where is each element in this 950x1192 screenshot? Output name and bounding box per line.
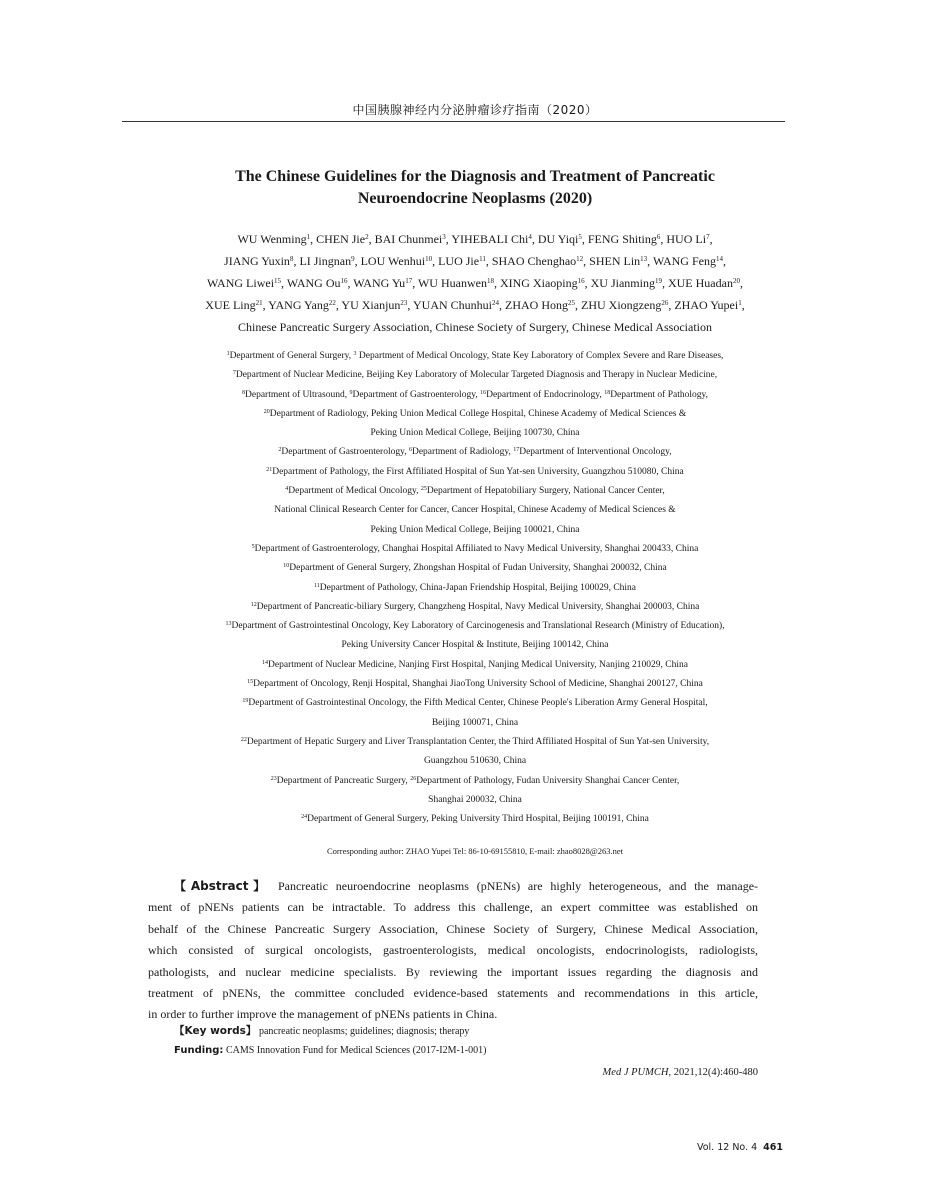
affiliation-text: Department of Pathology, China-Japan Friendship Hospital, Beijing 100029, China xyxy=(319,582,637,593)
page-footer xyxy=(697,1142,783,1153)
abstract-text: pathologists, and nuclear medicine specialists. By reviewing the important issues regarding the diagnosis and xyxy=(148,964,758,979)
affiliation-number: 8 xyxy=(242,389,245,396)
affiliation-text: Department of Pathology, Fudan University Shanghai Cancer Center, xyxy=(416,775,680,786)
author-name: SHAO Chenghao xyxy=(491,254,577,268)
affiliation-number: 19 xyxy=(242,698,249,705)
affiliation-number: 11 xyxy=(313,582,320,589)
abstract-text: behalf of the Chinese Pancreatic Surgery Association, Chinese Society of Surgery, Chinese Medical Association, xyxy=(148,921,758,936)
affiliation-text: Department of Gastroenterology, xyxy=(352,389,481,400)
author-name: XUE Huadan xyxy=(667,276,733,290)
abstract-line xyxy=(148,983,758,1004)
author-name: CHEN Jie xyxy=(316,232,366,246)
abstract-text: in order to further improve the management of pNENs patients in China. xyxy=(148,1007,498,1022)
affiliation-number: 7 xyxy=(232,370,236,377)
affiliation-line xyxy=(90,598,860,617)
affiliation-text: National Clinical Research Center for Cancer, Cancer Hospital, Chinese Academy of Medical Sciences & xyxy=(274,505,676,516)
affiliation-text: Department of Oncology, Renji Hospital, Shanghai JiaoTong University School of Medicine, Shanghai 200127, China xyxy=(253,679,703,690)
affiliation-marker: 10 xyxy=(425,255,433,263)
author-name: YIHEBALI Chi xyxy=(451,232,529,246)
affiliation-line xyxy=(90,714,860,733)
affiliation-line xyxy=(90,810,860,829)
affiliation-number: 17 xyxy=(513,447,520,454)
affiliation-number: 20 xyxy=(263,408,270,415)
title-line: The Chinese Guidelines for the Diagnosis and Treatment of Pancreatic xyxy=(235,168,715,185)
author-list xyxy=(100,228,850,338)
affiliation-text: Department of Radiology, Peking Union Medical College Hospital, Chinese Academy of Medical Sciences & xyxy=(269,408,687,419)
author-name: LOU Wenhui xyxy=(360,254,426,268)
affiliation-marker: 26 xyxy=(661,299,669,307)
affiliation-text: Department of Gastrointestinal Oncology, the Fifth Medical Center, Chinese People's Liberation Army General Hospital, xyxy=(248,698,708,709)
author-name: BAI Chunmei xyxy=(374,232,443,246)
affiliation-line xyxy=(90,424,860,443)
affiliation-number: 4 xyxy=(285,486,289,493)
author-name: YU Xianjun xyxy=(341,298,401,312)
affiliation-text: Guangzhou 510630, China xyxy=(423,756,527,767)
affiliation-line xyxy=(90,694,860,713)
affiliation-line xyxy=(90,579,860,598)
affiliation-text: Peking University Cancer Hospital & Institute, Beijing 100142, China xyxy=(341,640,609,651)
affiliation-line xyxy=(90,752,860,771)
affiliation-line xyxy=(90,347,860,366)
affiliation-number: 6 xyxy=(408,447,412,454)
affiliation-number: 21 xyxy=(266,466,273,473)
affiliation-marker: 8 xyxy=(289,255,294,263)
affiliation-marker: 17 xyxy=(405,277,413,285)
affiliation-line xyxy=(90,772,860,791)
abstract-line xyxy=(148,962,758,983)
author-name: XU Jianming xyxy=(590,276,655,290)
author-name: WANG Yu xyxy=(353,276,406,290)
affiliation-line xyxy=(90,791,860,810)
affiliation-line xyxy=(90,521,860,540)
affiliation-number: 18 xyxy=(604,389,611,396)
affiliation-marker: 3 xyxy=(442,233,446,241)
author-line: WANG Liwei$^{15}$, WANG Ou$^{16}$, WANG Yu$^{17}$, WU Huanwen$^{18}$, XING Xiaoping$^{16}$, XU Jianming$^{19}$, XUE Huadan$^{20}$, xyxy=(207,276,743,290)
affiliation-line xyxy=(90,366,860,385)
affiliation-line xyxy=(90,540,860,559)
abstract-line xyxy=(148,940,758,961)
funding xyxy=(174,1045,486,1056)
affiliation-number: 1 xyxy=(226,351,230,357)
author-name: WANG Feng xyxy=(652,254,716,268)
affiliation-number: 24 xyxy=(301,814,308,821)
affiliation-marker: 18 xyxy=(486,277,494,285)
affiliation-line xyxy=(90,482,860,501)
author-line: XUE Ling$^{21}$, YANG Yang$^{22}$, YU Xianjun$^{23}$, YUAN Chunhui$^{24}$, ZHAO Hong$^{25}$, ZHU Xiongzeng$^{26}$, ZHAO Yupei$^1$, xyxy=(205,298,745,312)
affiliation-marker: 9 xyxy=(351,255,355,263)
affiliation-line xyxy=(90,405,860,424)
author-name: WU Wenming xyxy=(237,232,307,246)
affiliation-number: 16 xyxy=(480,389,487,396)
affiliation-number: 10 xyxy=(283,563,290,570)
footer-volume: Vol. 12 No. 4 xyxy=(696,1142,758,1153)
affiliation-marker: 16 xyxy=(340,277,348,285)
affiliation-number: 12 xyxy=(250,601,257,608)
keywords-label: 【Key words】 xyxy=(174,1025,257,1037)
affiliation-text: Department of Gastroenterology, xyxy=(281,447,409,458)
affiliation-text: Department of Pathology, the First Affiliated Hospital of Sun Yat-sen University, Guangzhou 510080, China xyxy=(272,466,684,477)
abstract-label: 【Abstract】 xyxy=(174,879,271,893)
corresponding-author: Corresponding author: ZHAO Yupei Tel: 86-10-69155810, E-mail: zhao8028@263.net xyxy=(327,846,623,856)
author-name: YUAN Chunhui xyxy=(412,298,492,312)
affiliation-text: Department of Interventional Oncology, xyxy=(519,447,672,458)
affiliation-marker: 5 xyxy=(578,233,582,241)
affiliation-marker: 1 xyxy=(738,299,742,307)
page-number: 461 xyxy=(763,1142,783,1153)
affiliation-marker: 12 xyxy=(576,255,584,263)
affiliation-text: Department of General Surgery, Zhongshan Hospital of Fudan University, Shanghai 200032, China xyxy=(289,563,667,574)
author-line: JIANG Yuxin$^8$, LI Jingnan$^9$, LOU Wenhui$^{10}$, LUO Jie$^{11}$, SHAO Chenghao$^{12}$, SHEN Lin$^{13}$, WANG Feng$^{14}$, xyxy=(224,254,726,268)
author-name: FENG Shiting xyxy=(587,232,657,246)
affiliation-marker: 16 xyxy=(577,277,585,285)
abstract xyxy=(148,876,758,1026)
author-line: WU Wenming$^1$, CHEN Jie$^2$, BAI Chunmei$^3$, YIHEBALI Chi$^4$, DU Yiqi$^5$, FENG Shiting$^6$, HUO Li$^7$, xyxy=(237,232,713,246)
affiliation-text: Department of General Surgery, Peking University Third Hospital, Beijing 100191, China xyxy=(307,814,649,825)
affiliation-text: Department of Hepatic Surgery and Liver Transplantation Center, the Third Affiliated Hospital of Sun Yat-sen University, xyxy=(246,736,710,747)
affiliation-marker: 2 xyxy=(365,233,369,241)
affiliation-text: Department of Nuclear Medicine, Beijing Key Laboratory of Molecular Targeted Diagnosis and Therapy in Nuclear Medicine, xyxy=(235,370,718,381)
citation-details: 2021,12(4):460-480 xyxy=(671,1067,758,1078)
affiliation-marker: 20 xyxy=(732,277,740,285)
affiliation-marker: 1 xyxy=(306,233,311,241)
affiliation-text: Department of Gastrointestinal Oncology, Key Laboratory of Carcinogenesis and Translational Research (Ministry of Education), xyxy=(231,621,725,632)
affiliation-text: Department of Hepatobiliary Surgery, National Cancer Center, xyxy=(426,486,665,497)
abstract-line xyxy=(148,876,758,897)
author-name: XUE Ling xyxy=(205,298,256,312)
author-name: ZHAO Yupei xyxy=(674,298,739,312)
author-name: LI Jingnan xyxy=(299,254,352,268)
affiliation-marker: 4 xyxy=(528,233,532,241)
abstract-text: ment of pNENs patients can be intractable. To address this challenge, an expert committee was established on xyxy=(148,900,758,915)
affiliation-marker: 7 xyxy=(706,233,710,241)
affiliation-marker: 11 xyxy=(479,255,486,263)
citation-journal: Med J PUMCH, xyxy=(602,1067,672,1078)
affiliation-line xyxy=(90,733,860,752)
affiliation-marker: 23 xyxy=(400,299,408,307)
affiliations xyxy=(90,347,860,829)
author-name: XING Xiaoping xyxy=(499,276,578,290)
affiliation-line xyxy=(90,386,860,405)
author-name: WU Huanwen xyxy=(417,276,487,290)
affiliation-text: Department of Nuclear Medicine, Nanjing First Hospital, Nanjing Medical University, Nanjing 210029, China xyxy=(268,659,688,670)
affiliation-text: Peking Union Medical College, Beijing 100730, China xyxy=(370,428,580,439)
affiliation-text: Department of Radiology, xyxy=(411,447,514,458)
affiliation-line xyxy=(90,559,860,578)
article-title xyxy=(150,166,800,210)
affiliation-marker: 21 xyxy=(255,299,263,307)
keywords xyxy=(174,1023,469,1038)
abstract-text: treatment of pNENs, the committee concluded evidence-based statements and recommendations in this article, xyxy=(148,986,758,1001)
author-name: ZHAO Hong xyxy=(505,298,568,312)
affiliation-text: Beijing 100071, China xyxy=(431,717,519,728)
affiliation-number: 23 xyxy=(270,775,277,782)
funding-text: CAMS Innovation Fund for Medical Sciences (2017-I2M-1-001) xyxy=(225,1045,487,1056)
affiliation-text: Department of Pancreatic Surgery, xyxy=(276,775,411,786)
affiliation-text: Department of Medical Oncology, xyxy=(288,486,421,497)
affiliation-text: Department of Pathology, xyxy=(610,389,708,400)
title-line: Neuroendocrine Neoplasms (2020) xyxy=(357,190,593,207)
affiliation-line xyxy=(90,463,860,482)
affiliation-number: 3 xyxy=(353,351,357,357)
affiliation-line xyxy=(90,675,860,694)
author-name: LUO Jie xyxy=(438,254,480,268)
funding-label: Funding: xyxy=(174,1045,224,1056)
affiliation-number: 22 xyxy=(240,736,247,743)
author-name: HUO Li xyxy=(666,232,707,246)
author-name: SHEN Lin xyxy=(589,254,641,268)
author-lines xyxy=(100,228,850,316)
affiliation-marker: 13 xyxy=(640,255,648,263)
affiliation-text: Department of Pancreatic-biliary Surgery, Changzheng Hospital, Navy Medical University, Shanghai 200003, China xyxy=(256,601,700,612)
abstract-text: Pancreatic neuroendocrine neoplasms (pNENs) are highly heterogeneous, and the manage- xyxy=(277,879,759,893)
abstract-line xyxy=(148,897,758,918)
author-name: JIANG Yuxin xyxy=(224,254,290,268)
affiliation-marker: 25 xyxy=(568,299,575,307)
affiliation-number: 13 xyxy=(225,621,232,628)
header-rule xyxy=(122,121,785,122)
affiliation-number: 5 xyxy=(251,543,255,550)
author-name: YANG Yang xyxy=(268,298,329,312)
affiliation-text: Department of General Surgery, xyxy=(229,351,354,361)
abstract-line xyxy=(148,919,758,940)
abstract-text: which consisted of surgical oncologists, gastroenterologists, medical oncologists, endocrinologists, radiologists, xyxy=(148,943,758,958)
association: Chinese Pancreatic Surgery Association, Chinese Society of Surgery, Chinese Medical Association xyxy=(237,320,713,334)
affiliation-number: 25 xyxy=(420,486,427,493)
affiliation-text: Department of Endocrinology, xyxy=(486,389,605,400)
affiliation-marker: 14 xyxy=(715,255,723,263)
running-head: 中国胰腺神经内分泌肿瘤诊疗指南（2020） xyxy=(352,103,598,117)
affiliation-text: Department of Gastroenterology, Changhai Hospital Affiliated to Navy Medical University, Shanghai 200433, China xyxy=(254,543,699,554)
author-name: ZHU Xiongzeng xyxy=(581,298,662,312)
affiliation-text: Department of Medical Oncology, State Key Laboratory of Complex Severe and Rare Diseases, xyxy=(356,351,724,361)
affiliation-number: 2 xyxy=(278,447,282,454)
affiliation-line xyxy=(90,617,860,636)
author-name: DU Yiqi xyxy=(537,232,579,246)
affiliation-marker: 22 xyxy=(328,299,336,307)
affiliation-marker: 24 xyxy=(492,299,499,307)
affiliation-line xyxy=(90,636,860,655)
affiliation-number: 15 xyxy=(247,679,254,686)
citation xyxy=(603,1067,758,1078)
affiliation-marker: 6 xyxy=(656,233,661,241)
affiliation-number: 26 xyxy=(410,775,417,782)
affiliation-line xyxy=(90,656,860,675)
affiliation-line xyxy=(90,501,860,520)
author-name: WANG Liwei xyxy=(207,276,275,290)
affiliation-text: Shanghai 200032, China xyxy=(428,794,522,805)
affiliation-number: 14 xyxy=(262,659,269,666)
affiliation-marker: 15 xyxy=(274,277,282,285)
affiliation-marker: 19 xyxy=(654,277,662,285)
affiliation-text: Peking Union Medical College, Beijing 100021, China xyxy=(370,524,580,535)
keywords-text: pancreatic neoplasms; guidelines; diagnosis; therapy xyxy=(258,1026,470,1037)
affiliation-number: 9 xyxy=(349,389,353,396)
affiliation-text: Department of Ultrasound, xyxy=(245,389,350,400)
author-name: WANG Ou xyxy=(286,276,341,290)
affiliation-line xyxy=(90,443,860,462)
